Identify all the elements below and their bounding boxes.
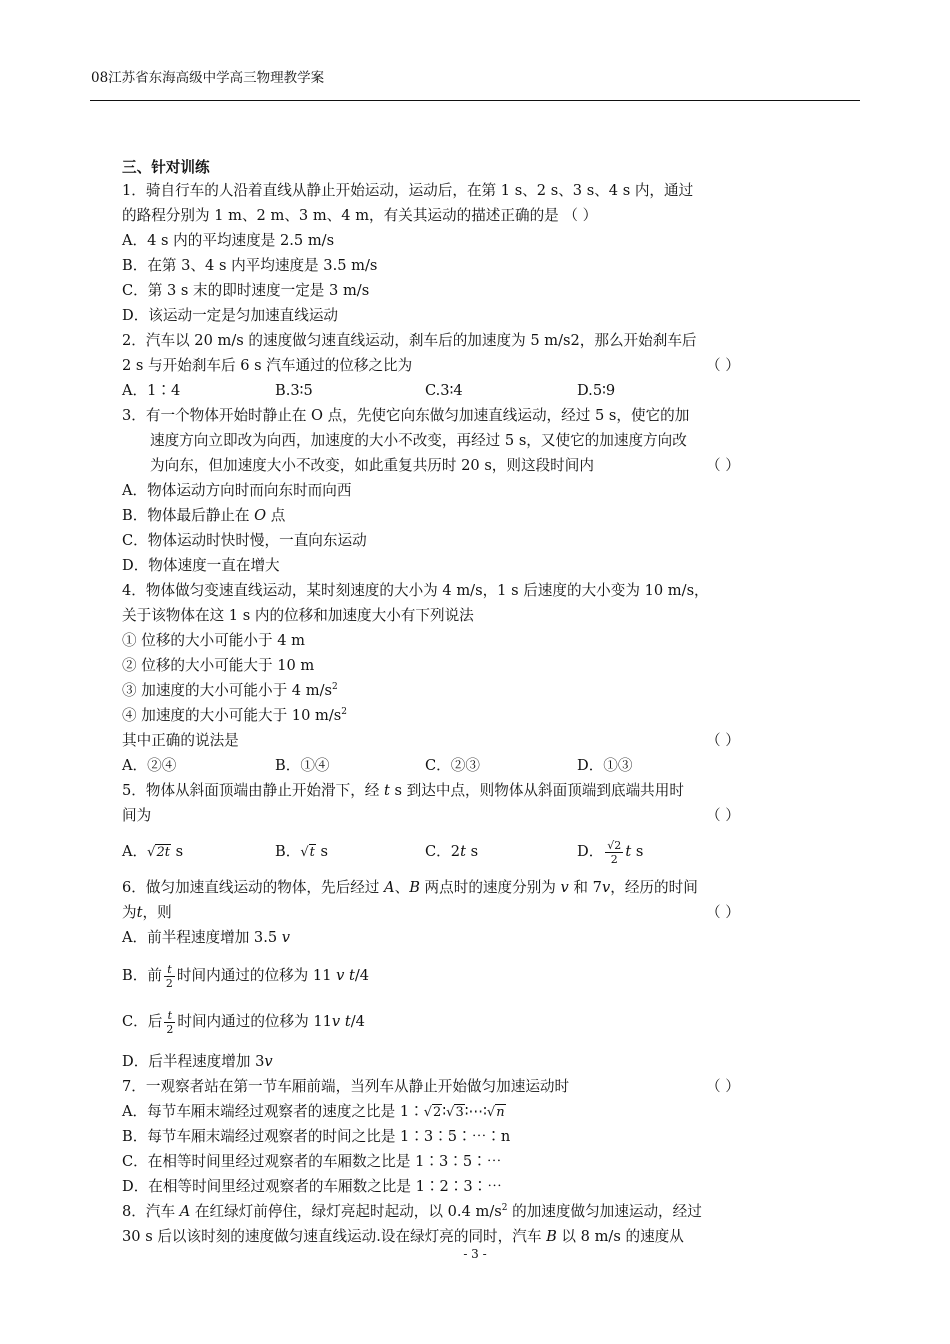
q4-answer-paren: （ ） [706, 732, 740, 749]
q2-option-d: D.5∶9 [577, 382, 616, 399]
t-over-2-fraction: $\frac{t}{2}$ [165, 962, 173, 990]
q4-option-d: D．①③ [577, 757, 633, 774]
q4-line1: 4．物体做匀变速直线运动，某时刻速度的大小为 4 m/s，1 s 后速度的大小变为 10 m/s， [122, 582, 709, 599]
q3-answer-paren: （ ） [706, 457, 740, 474]
q3-line2: 速度方向立即改为向西，加速度的大小不改变，再经过 5 s，又使它的加速度方向改 [150, 432, 687, 449]
q4-option-b: B．①④ [275, 757, 330, 774]
section-heading: 三、针对训练 [122, 159, 210, 176]
q1-option-d: D．该运动一定是匀加速直线运动 [122, 307, 339, 324]
q4-statement-2: ② 位移的大小可能大于 10 m [122, 657, 315, 674]
q2-option-a: A．1∶4 [122, 382, 181, 399]
q7-option-b: B．每节车厢末端经过观察者的时间之比是 1∶3∶5∶⋯∶n [122, 1128, 511, 1145]
q2-line2: 2 s 与开始刹车后 6 s 汽车通过的位移之比为 [122, 357, 413, 374]
q4-option-a: A．②④ [122, 757, 177, 774]
q6-option-c: C．后 $\frac{t}{2}$ 时间内通过的位移为 11v t/4 [122, 1008, 365, 1036]
q5-line2: 间为 [122, 807, 152, 824]
q4-line2: 关于该物体在这 1 s 内的位移和加速度大小有下列说法 [122, 607, 474, 624]
q4-statement-3: ③ 加速度的大小可能小于 4 $m/s^2$ [122, 682, 338, 699]
q5-answer-paren: （ ） [706, 807, 740, 824]
q2-option-b: B.3∶5 [275, 382, 313, 399]
q6-option-d: D．后半程速度增加 3v [122, 1053, 273, 1070]
q3-line1: 3．有一个物体开始时静止在 O 点，先使它向东做匀加速直线运动，经过 5 s，使它的加 [122, 407, 690, 424]
q5-option-c: C．2t s [425, 843, 479, 860]
sqrt-t: √t [300, 845, 315, 860]
q4-statement-4: ④ 加速度的大小可能大于 10 $m/s^2$ [122, 707, 347, 724]
q4-option-c: C．②③ [425, 757, 480, 774]
page-number: - 3 - [463, 1247, 487, 1261]
q3-option-d: D．物体速度一直在增大 [122, 557, 280, 574]
q3-option-a: A．物体运动方向时而向东时而向西 [122, 482, 352, 499]
q1-line1: 1．骑自行车的人沿着直线从静止开始运动，运动后，在第 1 s、2 s、3 s、4 s 内，通过 [122, 182, 694, 199]
q5-option-d: D． $\frac{√2}{2}$ t s [577, 838, 644, 866]
q8-line1: 8．汽车 A 在红绿灯前停住，绿灯亮起时起动，以 0.4 $m/s^2$ 的加速度做匀加速运动，经过 [122, 1203, 702, 1220]
q2-option-c: C.3∶4 [425, 382, 463, 399]
q6-line2: 为t，则 [122, 904, 172, 921]
t-over-2-fraction: $\frac{t}{2}$ [166, 1008, 174, 1036]
header-rule [90, 100, 860, 101]
sqrt-2t: √2t [147, 845, 170, 860]
q3-option-b: B．物体最后静止在 O 点 [122, 507, 286, 524]
q6-answer-paren: （ ） [706, 904, 740, 921]
q6-option-a: A．前半程速度增加 3.5 v [122, 929, 291, 946]
q5-option-a: A．√2t s [122, 842, 183, 863]
q3-line3: 为向东，但加速度大小不改变，如此重复共历时 20 s，则这段时间内 [150, 457, 594, 474]
q5-line1: 5．物体从斜面顶端由静止开始滑下，经 t s 到达中点，则物体从斜面顶端到底端共用时 [122, 782, 684, 799]
q4-statement-1: ① 位移的大小可能小于 4 m [122, 632, 305, 649]
q7-answer-paren: （ ） [706, 1078, 740, 1095]
q5-option-b: B．√t s [275, 842, 328, 863]
q7-option-c: C．在相等时间里经过观察者的车厢数之比是 1∶3∶5∶⋯ [122, 1153, 502, 1170]
q7-line1: 7．一观察者站在第一节车厢前端，当列车从静止开始做匀加速运动时 [122, 1078, 570, 1095]
q1-line2: 的路程分别为 1 m、2 m、3 m、4 m，有关其运动的描述正确的是 （ ） [122, 207, 598, 224]
q6-line1: 6．做匀加速直线运动的物体，先后经过 A、B 两点时的速度分别为 v 和 7v，经历的时间 [122, 879, 698, 896]
q1-option-a: A．4 s 内的平均速度是 2.5 m/s [122, 232, 335, 249]
q6-option-b: B．前 $\frac{t}{2}$ 时间内通过的位移为 11 v t/4 [122, 962, 370, 990]
q7-option-a: A．每节车厢末端经过观察者的速度之比是 1∶√2∶√3∶⋯∶√n [122, 1103, 505, 1120]
q8-line2: 30 s 后以该时刻的速度做匀速直线运动.设在绿灯亮的同时，汽车 B 以 8 m/s 的速度从 [122, 1228, 684, 1245]
q1-option-b: B．在第 3、4 s 内平均速度是 3.5 m/s [122, 257, 378, 274]
page-header: 08江苏省东海高级中学高三物理教学案 [91, 70, 325, 86]
sqrt2-over-2-fraction: $\frac{√2}{2}$ [607, 838, 622, 866]
q7-option-d: D．在相等时间里经过观察者的车厢数之比是 1∶2∶3∶⋯ [122, 1178, 502, 1195]
q1-option-c: C．第 3 s 末的即时速度一定是 3 m/s [122, 282, 370, 299]
q2-line1: 2．汽车以 20 m/s 的速度做匀速直线运动，刹车后的加速度为 5 m/s2，那么开始刹车后 [122, 332, 697, 349]
q3-option-c: C．物体运动时快时慢，一直向东运动 [122, 532, 367, 549]
q2-answer-paren: （ ） [706, 357, 740, 374]
q4-line3: 其中正确的说法是 [122, 732, 239, 749]
